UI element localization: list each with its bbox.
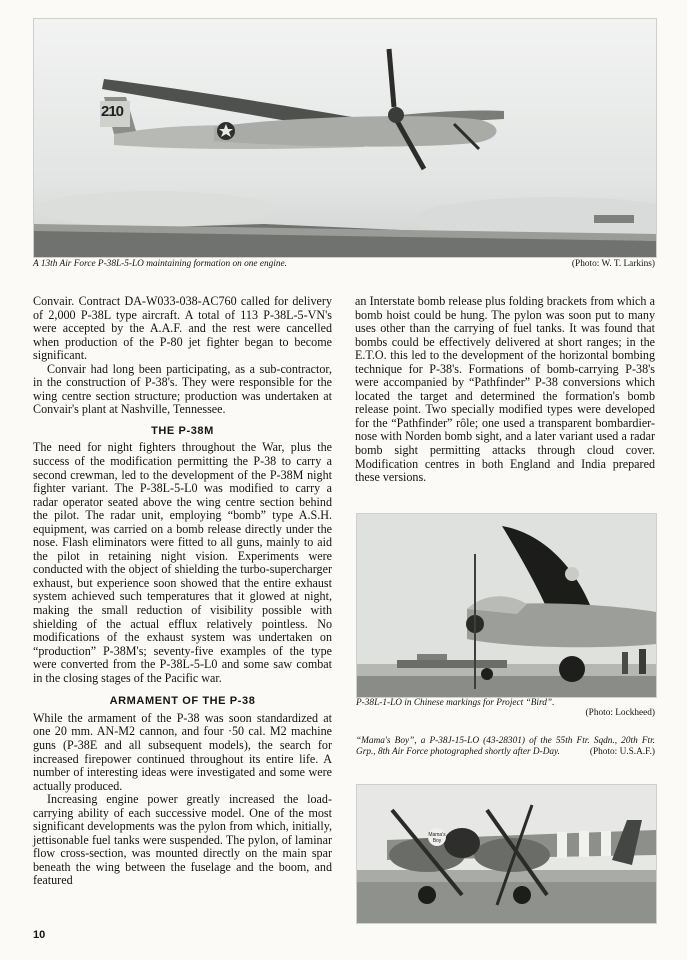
paragraph: Convair. Contract DA-W033-038-AC760 called for delivery of 2,000 P-38L type aircraft. A total of 113 P-38L-5-VN's were accepted by the A.A.F. and the rest were cancelled when production of the P-80 jet fighter began to become significant. (33, 294, 332, 363)
p38-chinese-markings-illustration (357, 514, 656, 697)
paragraph: an Interstate bomb release plus folding brackets from which a bomb hoist could be hung. The pylon was soon put to many uses other than the carrying of fuel tanks. It was found that bombs could be effectively delivered at short ranges; in the E.T.O. this led to the development of the horizontal bombing technique for P-38's. Formations of bomb-carrying P-38's were accompanied by “Pathfinder” P-38 conversions which located the target and determined the formation's bomb release point. Two specially modified types were developed for the “Pathfinder” rôle; one used a transparent bombardier-nose with Norden bomb sight, and a later variant used a radar bomb sight permitting attacks through cloud cover. Modification centres in both England and India prepared these versions. (355, 294, 655, 485)
paragraph: Convair had long been participating, as a sub-contractor, in the construction of P-38's. They were responsible for the wing centre section structure; production was undertaken at Convair's plant at Nashville, Tennessee. (33, 361, 332, 417)
section-heading: THE P-38M (151, 424, 214, 437)
top-photo-credit: (Photo: W. T. Larkins) (571, 259, 655, 269)
top-photo (33, 18, 657, 258)
p38-mamas-boy-illustration (357, 785, 656, 923)
middle-photo (356, 513, 657, 698)
top-photo-caption (33, 259, 655, 270)
p38-in-flight-illustration (34, 19, 656, 257)
paragraph: The need for night fighters throughout the War, plus the success of the modification permitting the P-38 to carry a second crewman, led to the development of the P-38M night fighter variant. The P-38L-5-L0 was modified to carry a radar operator seated above the wing centre section behind the pilot. The radar unit, employing “bomb” type A.S.H. equipment, was carried on a bomb release directly under the nose. Flash eliminators were fitted to all guns, mainly to aid the pilot in retaining night vision. Experiments were conducted with the object of shielding the turbo-supercharger exhaust, but experience soon showed that the entire exhaust system achieved such temperatures that it glowed at night, making the small reduction of visibility possible with shielding of the actual efflux relatively pointless. No modifications of the exhaust system was undertaken on “production” P-38M's; seventy-five examples of the type were converted from the P-38L-5-L0 and some saw combat in the closing stages of the Pacific war. (33, 440, 332, 685)
bottom-photo-caption (356, 736, 655, 758)
section-heading: ARMAMENT OF THE P-38 (109, 695, 256, 708)
bottom-photo (356, 784, 657, 924)
middle-photo-caption (356, 698, 655, 719)
middle-photo-credit: (Photo: Lockheed) (585, 708, 655, 718)
left-column (33, 295, 332, 888)
right-column (355, 295, 655, 485)
middle-caption-text: P-38L-1-LO in Chinese markings for Project “Bird”. (356, 698, 555, 708)
nose-art-text: Mama's Boy (428, 832, 446, 844)
bottom-photo-credit: (Photo: U.S.A.F.) (589, 747, 655, 757)
paragraph: While the armament of the P-38 was soon standardized at one 20 mm. AN-M2 cannon, and four ·50 cal. M2 machine guns (P-38E and all subsequent models), the search for increased firepower continued throughout its entire life. A number of interesting ideas were investigated and some were actually produced. (33, 710, 332, 793)
tail-number: 210 (101, 103, 124, 120)
paragraph: Increasing engine power greatly increased the load-carrying ability of each successive model. One of the most significant developments was the pylon from which, initially, jettisonable fuel tanks were suspended. The pylon, of laminar flow cross-section, was mounted directly on the main spar beneath the wing between the fuselage and the boom, and featured (33, 792, 332, 888)
bottom-caption-text: “Mama's Boy”, a P-38J-15-LO (43-28301) of the 55th Ftr. Sqdn., 20th Ftr. Grp., 8th Air Force photographed shortly after D-Day. (356, 736, 655, 757)
page-number: 10 (33, 929, 46, 941)
top-caption-text: A 13th Air Force P-38L-5-LO maintaining formation on one engine. (33, 259, 287, 269)
